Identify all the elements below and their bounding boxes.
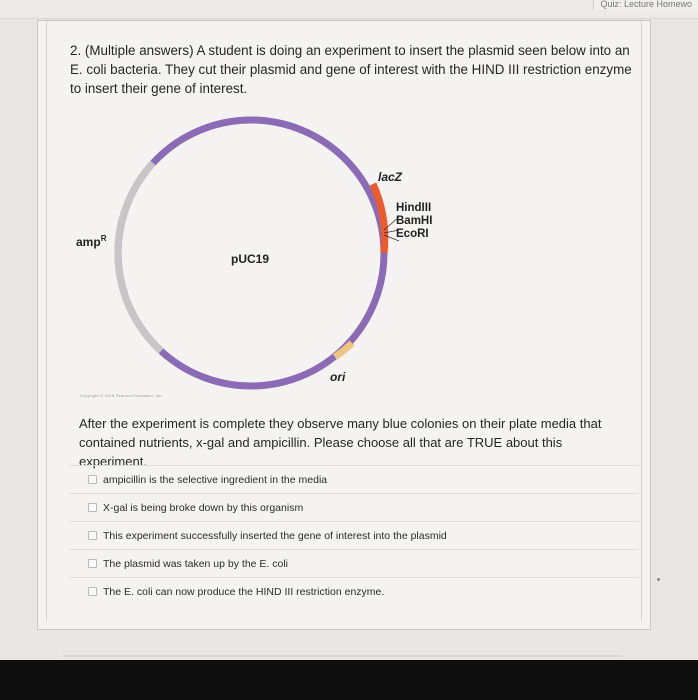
answer-label[interactable]: This experiment successfully inserted the gene of interest into the plasmid [103, 530, 447, 542]
figure-copyright: Copyright © 2016 Pearson Education, Inc. [80, 393, 163, 398]
lacz-label: lacZ [378, 170, 403, 184]
ampr-label-superscript: R [100, 234, 107, 243]
answer-checkbox[interactable] [88, 503, 97, 512]
followup-text: After the experiment is complete they observe many blue colonies on their plate media that contained nutrients, x-gal and ampicillin. Please choose all that are TRUE about this experiment. [79, 416, 602, 469]
answer-option[interactable] [69, 465, 639, 493]
plasmid-map-svg [72, 111, 492, 411]
answer-checkbox[interactable] [88, 531, 97, 540]
puc19-label: pUC19 [231, 252, 270, 266]
ampR-region [118, 163, 161, 351]
answer-checkbox[interactable] [88, 475, 97, 484]
question-card [37, 20, 651, 630]
ampr-label-text: amp [76, 235, 101, 249]
bamhi-label: BamHI [396, 215, 433, 227]
monitor-bezel [0, 660, 698, 700]
answer-label[interactable]: X-gal is being broke down by this organism [103, 502, 304, 514]
answer-checkbox[interactable] [88, 587, 97, 596]
question-content [46, 21, 642, 621]
answer-label[interactable]: The E. coli can now produce the HIND III restriction enzyme. [103, 586, 385, 598]
answer-option[interactable] [69, 549, 639, 577]
next-card-edge [62, 655, 622, 657]
answer-option[interactable] [69, 577, 639, 605]
answer-option[interactable] [69, 493, 639, 521]
answer-checkbox[interactable] [88, 559, 97, 568]
answer-option[interactable] [69, 521, 639, 549]
ampr-label [76, 234, 106, 249]
browser-top-strip [0, 0, 698, 19]
answer-options [69, 465, 639, 605]
plasmid-figure [72, 111, 492, 411]
answer-label[interactable]: The plasmid was taken up by the E. coli [103, 558, 289, 570]
hindiii-label: HindIII [396, 202, 432, 214]
ecori-label: EcoRI [396, 228, 429, 240]
answer-label[interactable]: ampicillin is the selective ingredient in the media [103, 474, 328, 486]
question-text: 2. (Multiple answers) A student is doing an experiment to insert the plasmid seen below into an E. coli bacteria. They cut their plasmid and gene of interest with the HIND III restriction enzyme to insert their gene of interest. [70, 43, 632, 96]
ori-label: ori [330, 370, 346, 384]
quiz-tab[interactable]: Quiz: Lecture Homewo [593, 0, 698, 10]
screen-dust-dot [657, 578, 660, 581]
